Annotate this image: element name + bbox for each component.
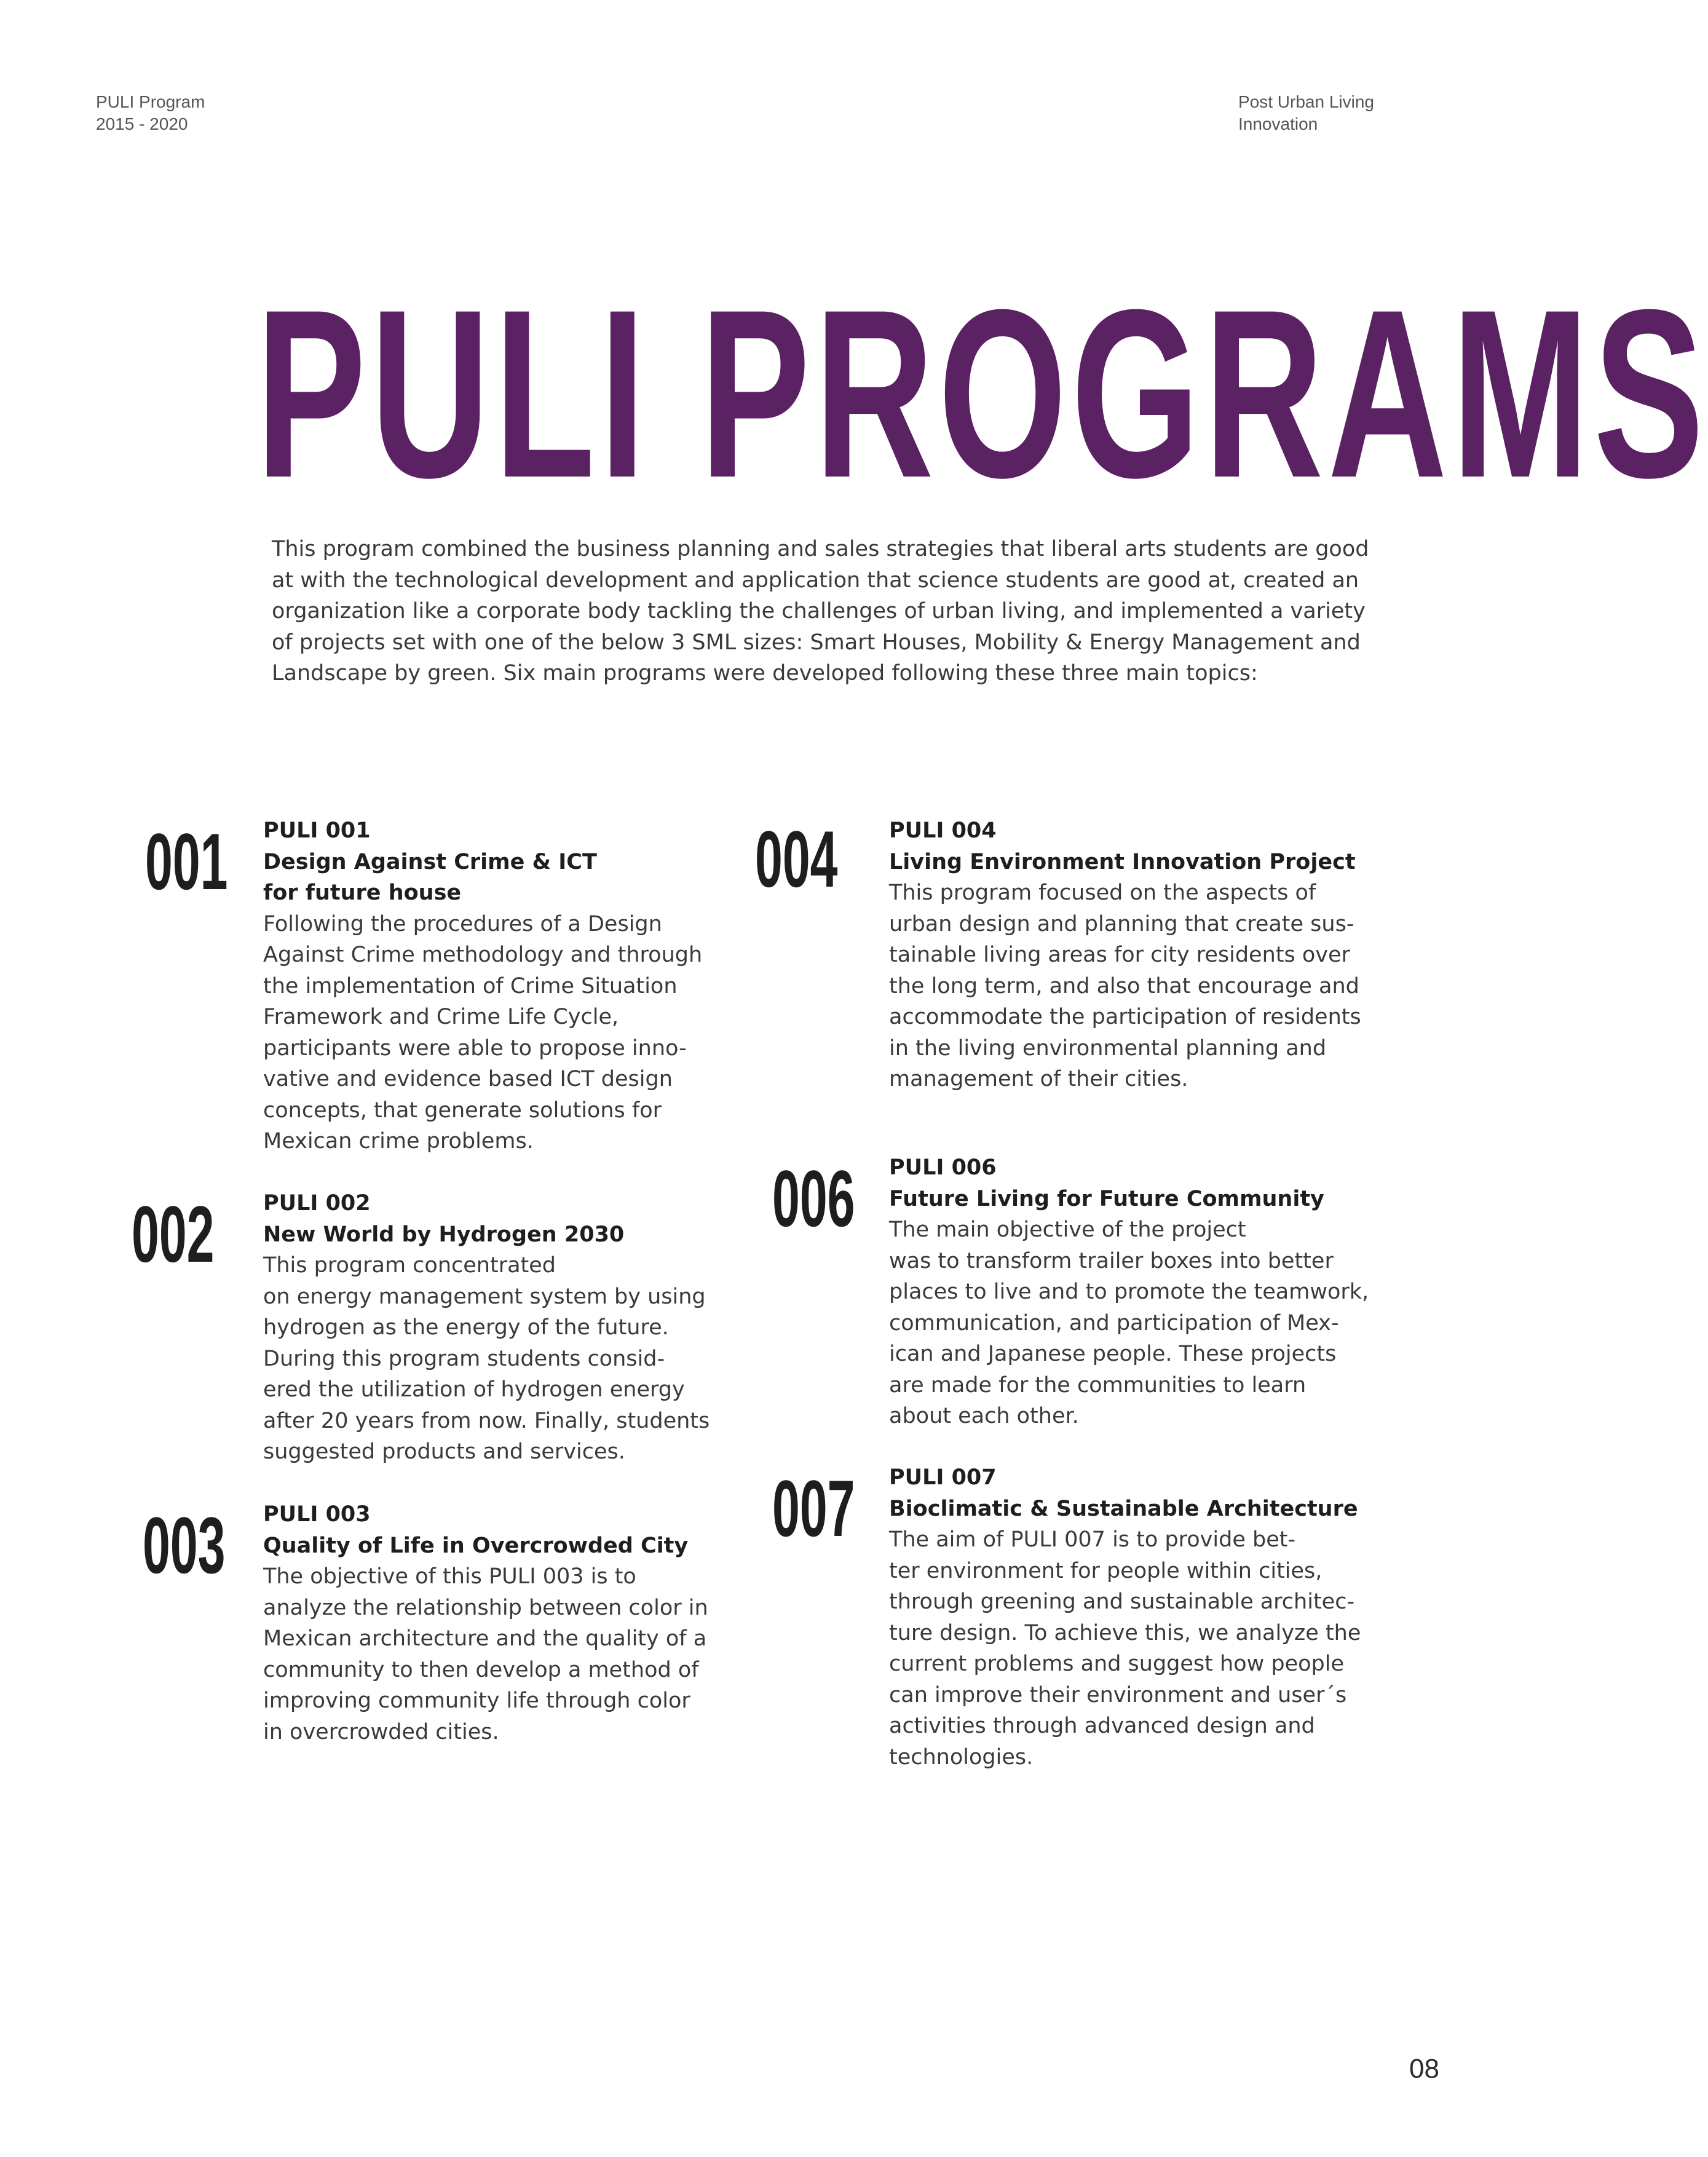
program-body-line: The main objective of the project — [889, 1217, 1246, 1242]
program-body-line: improving community life through color — [263, 1688, 690, 1713]
program-code: PULI 001 — [263, 818, 371, 843]
program-body-line: vative and evidence based ICT design — [263, 1067, 673, 1091]
program-number: 004 — [755, 814, 838, 904]
program-body-line: communication, and participation of Mex- — [889, 1310, 1339, 1336]
program-body-line: The objective of this PULI 003 is to — [263, 1564, 636, 1589]
intro-line: at with the technological development and application that science students are good at, created an — [272, 568, 1359, 593]
program-name: New World by Hydrogen 2030 — [263, 1222, 625, 1247]
program-body-line: Framework and Crime Life Cycle, — [263, 1005, 619, 1029]
program-body-line: in overcrowded cities. — [263, 1719, 499, 1744]
program-code: PULI 006 — [889, 1155, 997, 1180]
program-text — [889, 1462, 1361, 1773]
program-body-line: management of their cities. — [889, 1067, 1188, 1091]
program-body-line: Following the procedures of a Design — [263, 911, 662, 936]
program-body-line: During this program students consid- — [263, 1346, 665, 1371]
program-body-line: Against Crime methodology and through — [263, 943, 703, 967]
program-number: 006 — [772, 1154, 855, 1243]
program-name: Future Living for Future Community — [889, 1186, 1324, 1211]
program-text — [263, 1188, 730, 1468]
page-number: 08 — [1409, 2054, 1439, 2084]
header-right-line-2: Innovation — [1238, 114, 1318, 133]
intro-line: Landscape by green. Six main programs were developed following these three main topics: — [272, 661, 1258, 686]
program-body-line: analyze the relationship between color in — [263, 1595, 708, 1620]
program-name: for future house — [263, 881, 462, 905]
program-body-line: on energy management system by using — [263, 1284, 706, 1309]
program-body-line: concepts, that generate solutions for — [263, 1098, 662, 1123]
program-body-line: through greening and sustainable architec- — [889, 1589, 1355, 1614]
program-text — [889, 1152, 1369, 1432]
program-body-line: activities through advanced design and — [889, 1714, 1315, 1738]
program-body-line: after 20 years from now. Finally, students — [263, 1408, 710, 1433]
program-body-line: urban design and planning that create sus- — [889, 911, 1354, 936]
intro-line: of projects set with one of the below 3 SML sizes: Smart Houses, Mobility & Energy Management and — [272, 630, 1361, 655]
program-body-line: ican and Japanese people. These projects — [889, 1342, 1337, 1366]
intro-line: This program combined the business planning and sales strategies that liberal arts students are good — [272, 537, 1369, 561]
program-body-line: about each other. — [889, 1404, 1079, 1428]
program-body-line: in the living environmental planning and — [889, 1035, 1327, 1061]
program-body-line: participants were able to propose inno- — [263, 1035, 687, 1061]
program-name: Design Against Crime & ICT — [263, 849, 597, 874]
program-text — [263, 815, 730, 1157]
program-name: Living Environment Innovation Project — [889, 849, 1356, 874]
program-body-line: This program focused on the aspects of — [889, 881, 1316, 905]
program-body-line: hydrogen as the energy of the future. — [263, 1315, 669, 1340]
program-number: 001 — [145, 817, 228, 906]
intro-paragraph — [272, 534, 1369, 689]
program-code: PULI 002 — [263, 1191, 371, 1216]
program-body-line: Mexican crime problems. — [263, 1129, 534, 1154]
program-body-line: This program concentrated — [263, 1253, 556, 1278]
program-code: PULI 003 — [263, 1502, 371, 1527]
intro-line: organization like a corporate body tackling the challenges of urban living, and implemented a variety — [272, 599, 1366, 623]
program-text — [889, 815, 1361, 1095]
program-body-line: ture design. To achieve this, we analyze the — [889, 1620, 1361, 1645]
program-code: PULI 007 — [889, 1465, 997, 1490]
program-body-line: the implementation of Crime Situation — [263, 973, 678, 999]
page-title: PULI PROGRAMS — [256, 259, 1708, 528]
program-body-line: The aim of PULI 007 is to provide bet- — [889, 1527, 1296, 1552]
program-number: 002 — [132, 1189, 215, 1279]
program-body-line: the long term, and also that encourage and — [889, 973, 1359, 999]
header-right — [1238, 91, 1374, 135]
program-body-line: current problems and suggest how people — [889, 1652, 1344, 1676]
program-body-line: suggested products and services. — [263, 1439, 625, 1464]
header-left-line-2: 2015 - 2020 — [96, 114, 188, 133]
program-body-line: can improve their environment and user´s — [889, 1682, 1347, 1708]
program-code: PULI 004 — [889, 818, 997, 843]
program-body-line: places to live and to promote the teamwork, — [889, 1280, 1369, 1304]
program-body-line: community to then develop a method of — [263, 1657, 699, 1682]
program-number: 003 — [143, 1500, 226, 1590]
program-body-line: ered the utilization of hydrogen energy — [263, 1377, 685, 1402]
program-number: 007 — [772, 1463, 855, 1553]
header-left-line-1: PULI Program — [96, 92, 205, 111]
program-text — [263, 1499, 730, 1747]
program-body-line: are made for the communities to learn — [889, 1372, 1307, 1398]
program-body-line: technologies. — [889, 1744, 1034, 1770]
program-body-line: Mexican architecture and the quality of a — [263, 1626, 707, 1651]
program-body-line: tainable living areas for city residents over — [889, 943, 1350, 967]
program-name: Bioclimatic & Sustainable Architecture — [889, 1496, 1358, 1521]
program-body-line: was to transform trailer boxes into better — [889, 1248, 1334, 1273]
header-right-line-1: Post Urban Living — [1238, 92, 1375, 111]
program-body-line: ter environment for people within cities, — [889, 1558, 1323, 1583]
program-name: Quality of Life in Overcrowded City — [263, 1533, 689, 1558]
header-left — [96, 91, 205, 135]
program-body-line: accommodate the participation of residents — [889, 1005, 1361, 1029]
